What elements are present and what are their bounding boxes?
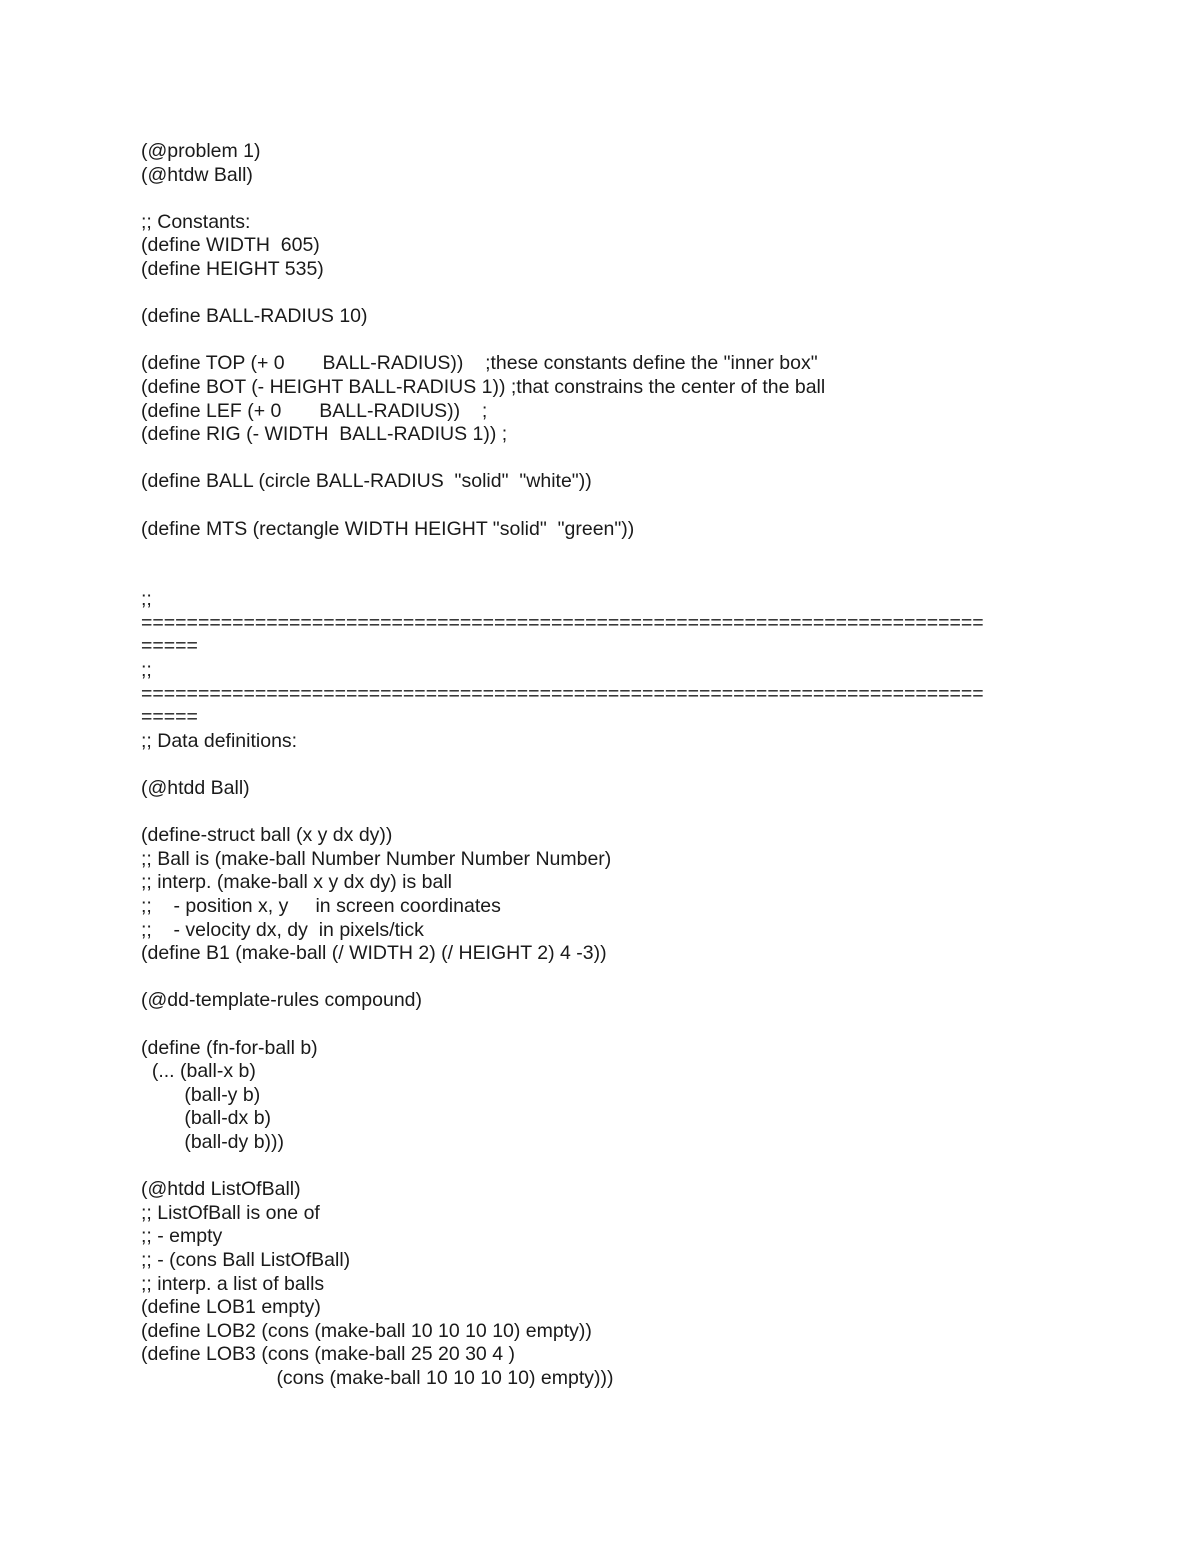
code-line — [141, 187, 1061, 211]
code-line: ===== — [141, 635, 198, 658]
code-line: ;; interp. (make-ball x y dx dy) is ball — [141, 871, 453, 894]
code-line — [141, 541, 1061, 565]
code-line: ;; Data definitions: — [141, 729, 298, 752]
code-line: (@problem 1) — [141, 140, 261, 162]
code-line: (... (ball-x b) — [141, 1060, 256, 1083]
code-line: (define BALL-RADIUS 10) — [141, 305, 368, 328]
code-line: (define (fn-for-ball b) — [141, 1036, 318, 1059]
code-line: ;; - velocity dx, dy in pixels/tick — [141, 918, 424, 941]
code-line: (define LOB2 (cons (make-ball 10 10 10 10) empty)) — [141, 1319, 592, 1342]
code-line — [141, 1013, 1061, 1037]
code-line: (define LOB1 empty) — [141, 1296, 321, 1319]
code-line: (@dd-template-rules compound) — [141, 989, 422, 1012]
code-line: ;; - (cons Ball ListOfBall) — [141, 1248, 351, 1271]
code-line — [141, 1155, 1061, 1179]
code-line: (define BALL (circle BALL-RADIUS "solid" "white")) — [141, 470, 592, 493]
code-line: (cons (make-ball 10 10 10 10) empty))) — [141, 1366, 614, 1389]
code-line: ========================================================================== — [141, 611, 984, 634]
code-line: ;; Ball is (make-ball Number Number Number Number) — [141, 847, 612, 870]
code-line — [141, 753, 1061, 777]
code-line — [141, 447, 1061, 471]
code-line: (ball-dx b) — [141, 1107, 272, 1130]
code-line: (define LEF (+ 0 BALL-RADIUS)) ; — [141, 399, 488, 422]
code-line: (define TOP (+ 0 BALL-RADIUS)) ;these constants define the "inner box" — [141, 352, 818, 375]
code-line: (ball-dy b))) — [141, 1130, 285, 1153]
code-line: ;; - position x, y in screen coordinates — [141, 895, 501, 917]
code-line: ===== — [141, 706, 198, 729]
code-line: ========================================================================== — [141, 682, 984, 705]
code-line: ;; - empty — [141, 1225, 223, 1248]
code-line: (ball-y b) — [141, 1083, 261, 1106]
code-line — [141, 494, 1061, 518]
code-line: (define-struct ball (x y dx dy)) — [141, 824, 393, 847]
code-line: ;; Constants: — [141, 210, 251, 233]
code-line: (define RIG (- WIDTH BALL-RADIUS 1)) ; — [141, 423, 508, 446]
code-line: (@htdd ListOfBall) — [141, 1178, 301, 1201]
code-line: ;; ListOfBall is one of — [141, 1201, 320, 1224]
code-line: ;; — [141, 588, 152, 611]
code-line — [141, 565, 1061, 589]
code-line — [141, 282, 1061, 306]
code-line: (@htdw Ball) — [141, 163, 253, 186]
code-line: (define B1 (make-ball (/ WIDTH 2) (/ HEIGHT 2) 4 -3)) — [141, 942, 607, 965]
code-line: (define BOT (- HEIGHT BALL-RADIUS 1)) ;that constrains the center of the ball — [141, 375, 826, 398]
code-line — [141, 801, 1061, 825]
code-line: (define HEIGHT 535) — [141, 257, 324, 280]
code-line: (@htdd Ball) — [141, 777, 250, 800]
code-line: (define MTS (rectangle WIDTH HEIGHT "solid" "green")) — [141, 517, 635, 540]
code-line — [141, 329, 1061, 353]
code-line: (define LOB3 (cons (make-ball 25 20 30 4 ) — [141, 1343, 515, 1366]
code-line — [141, 966, 1061, 990]
code-line: ;; — [141, 659, 152, 682]
code-line: ;; interp. a list of balls — [141, 1272, 325, 1295]
code-line: (define WIDTH 605) — [141, 234, 320, 257]
code-listing — [141, 140, 1061, 1390]
